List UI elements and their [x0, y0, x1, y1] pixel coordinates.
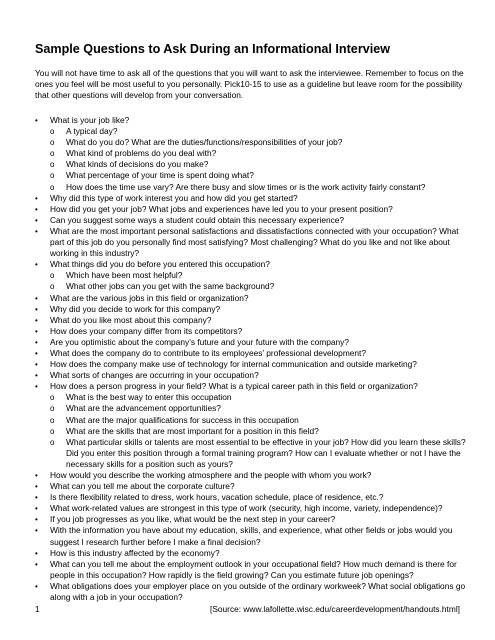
sub-question-text: What percentage of your time is spent doing what?	[66, 170, 254, 181]
question-item	[35, 581, 475, 603]
bullet-icon: •	[35, 581, 38, 591]
bullet-icon: •	[35, 526, 38, 536]
sub-question-item	[35, 426, 475, 437]
intro-paragraph: You will not have time to ask all of the questions that you will want to ask the interviewee. Remember to focus on the ones you feel will be most useful to you personally. Pick10-15 to use as a guideline but leave room for the possibility that other questions will develop from your conversation.	[35, 68, 464, 100]
question-text: How does the company make use of technology for internal communication and outside marketing?	[50, 359, 417, 370]
bullet-icon: •	[35, 382, 38, 392]
question-item	[35, 470, 475, 481]
sub-question-list	[50, 270, 475, 292]
bullet-icon: •	[35, 371, 38, 381]
bullet-icon: •	[35, 260, 38, 270]
bullet-icon: •	[35, 471, 38, 480]
question-item	[35, 215, 475, 226]
bullet-icon: •	[35, 348, 38, 358]
question-item	[35, 481, 475, 492]
sub-question-text: What particular skills or talents are most essential to be effective in your job? How did you learn these skills? Did you enter this position through a formal training program? How can I evaluate whether or not I have the necessary skills for a position such as yours?	[66, 436, 466, 469]
bullet-icon: •	[35, 326, 38, 336]
sub-bullet-icon: o	[50, 171, 55, 181]
bullet-icon: •	[35, 360, 38, 370]
question-text: With the information you have about my education, skills, and experience, what other fields or jobs would you suggest I research further before I make a final decision?	[50, 525, 453, 547]
bullet-icon: •	[35, 204, 38, 214]
question-text: How does a person progress in your field? What is a typical career path in this field or organization?	[50, 381, 418, 392]
question-text: What work-related values are strongest in this type of work (security, high income, variety, independence)?	[50, 503, 443, 514]
sub-question-text: What do you do? What are the duties/functions/responsibilities of your job?	[66, 137, 343, 148]
question-item	[35, 193, 475, 204]
sub-question-item	[35, 159, 475, 170]
questions-list	[35, 115, 475, 603]
page-footer	[35, 603, 460, 615]
sub-bullet-icon: o	[50, 271, 55, 281]
question-text: What does the company do to contribute to its employees’ professional development?	[50, 347, 367, 358]
sub-question-text: What is the best way to enter this occupation	[66, 392, 232, 403]
sub-bullet-icon: o	[50, 426, 55, 436]
sub-question-text: What kinds of decisions do you make?	[66, 159, 209, 170]
question-text: What is your job like?	[50, 115, 130, 125]
bullet-icon: •	[35, 304, 38, 314]
sub-bullet-icon: o	[50, 415, 55, 425]
sub-question-text: How does the time use vary? Are there busy and slow times or is the work activity fairly constant?	[66, 181, 426, 192]
sub-question-text: What are the advancement opportunities?	[66, 403, 221, 414]
question-text: How is this industry affected by the economy?	[50, 547, 220, 558]
sub-question-text: What kind of problems do you deal with?	[66, 148, 217, 159]
question-text: What are the most important personal satisfactions and dissatisfactions connected with your occupation? What part of this job do you personally find most satisfying? Most challenging? What do you like and not like about working in this industry?	[50, 225, 459, 259]
question-item	[35, 559, 475, 581]
sub-question-item	[35, 392, 475, 403]
sub-question-list	[50, 126, 475, 193]
sub-question-item	[35, 148, 475, 159]
question-text: Can you suggest some ways a student could obtain this necessary experience?	[50, 214, 345, 225]
question-item	[35, 348, 475, 359]
question-item	[35, 359, 475, 370]
sub-question-item	[35, 170, 475, 181]
sub-question-text: What are the major qualifications for success in this occupation	[66, 414, 299, 425]
question-item	[35, 293, 475, 304]
question-item	[35, 226, 475, 259]
question-item	[35, 204, 475, 215]
sub-question-item	[35, 137, 475, 148]
sub-bullet-icon: o	[50, 138, 55, 148]
question-text: If you job progresses as you like, what would be the next step in your career?	[50, 514, 336, 525]
question-item	[35, 304, 475, 315]
question-text: What things did you do before you entered this occupation?	[50, 259, 270, 270]
question-text: What are the various jobs in this field or organization?	[50, 292, 249, 303]
question-text: How did you get your job? What jobs and experiences have led you to your present position?	[50, 203, 393, 214]
sub-question-item	[35, 281, 475, 292]
question-item	[35, 337, 475, 348]
sub-question-item	[35, 182, 475, 193]
question-item	[35, 115, 475, 193]
question-item	[35, 326, 475, 337]
sub-bullet-icon: o	[50, 160, 55, 170]
sub-bullet-icon: o	[50, 437, 55, 447]
bullet-icon: •	[35, 315, 38, 325]
question-item	[35, 492, 475, 503]
page-number: 1	[35, 604, 40, 614]
sub-question-item	[35, 270, 475, 281]
document-title: Sample Questions to Ask During an Informational Interview	[35, 42, 391, 56]
question-text: How would you describe the working atmosphere and the people with whom you work?	[50, 470, 372, 480]
question-text: What sorts of changes are occurring in your occupation?	[50, 370, 259, 381]
sub-question-item	[35, 415, 475, 426]
sub-question-text: What are the skills that are most important for a position in this field?	[66, 425, 319, 436]
bullet-icon: •	[35, 548, 38, 558]
question-text: What can you tell me about the corporate culture?	[50, 481, 235, 492]
question-item	[35, 381, 475, 470]
bullet-icon: •	[35, 116, 38, 125]
question-item	[35, 315, 475, 326]
question-text: What do you like most about this company?	[50, 314, 212, 325]
source-citation: [Source: www.lafollette.wisc.edu/careerdevelopment/handouts.html]	[210, 604, 460, 614]
sub-question-list	[50, 392, 475, 470]
sub-bullet-icon: o	[50, 393, 55, 403]
bullet-icon: •	[35, 193, 38, 203]
question-text: Is there flexibility related to dress, work hours, vacation schedule, place of residence, etc.?	[50, 492, 384, 503]
bullet-icon: •	[35, 215, 38, 225]
bullet-icon: •	[35, 226, 38, 236]
question-item	[35, 514, 475, 525]
sub-question-item	[35, 126, 475, 137]
question-text: Why did this type of work interest you and how did you get started?	[50, 192, 298, 203]
bullet-icon: •	[35, 504, 38, 514]
question-text: Why did you decide to work for this company?	[50, 303, 221, 314]
sub-bullet-icon: o	[50, 149, 55, 159]
question-item	[35, 548, 475, 559]
sub-question-item	[35, 403, 475, 414]
sub-question-item	[35, 437, 475, 470]
question-text: Are you optimistic about the company’s future and your future with the company?	[50, 336, 349, 347]
bullet-icon: •	[35, 482, 38, 492]
sub-bullet-icon: o	[50, 404, 55, 414]
question-item	[35, 525, 475, 547]
sub-question-text: Which have been most helpful?	[66, 270, 183, 281]
bullet-icon: •	[35, 515, 38, 525]
question-text: How does your company differ from its competitors?	[50, 325, 243, 336]
question-item	[35, 503, 475, 514]
sub-bullet-icon: o	[50, 127, 55, 137]
sub-question-text: What other jobs can you get with the same background?	[66, 281, 275, 292]
question-text: What can you tell me about the employment outlook in your occupational field? How much demand is there for people in this occupation? How rapidly is the field growing? Can you estimate future job openings?	[50, 558, 457, 580]
bullet-icon: •	[35, 337, 38, 347]
bullet-icon: •	[35, 293, 38, 303]
bullet-icon: •	[35, 493, 38, 503]
question-item	[35, 259, 475, 292]
sub-bullet-icon: o	[50, 282, 55, 292]
question-text: What obligations does your employer place on you outside of the ordinary workweek? What social obligations go along with a job in your occupation?	[50, 580, 466, 603]
question-item	[35, 370, 475, 381]
sub-bullet-icon: o	[50, 182, 55, 192]
sub-question-text: A typical day?	[66, 126, 118, 137]
bullet-icon: •	[35, 559, 38, 569]
